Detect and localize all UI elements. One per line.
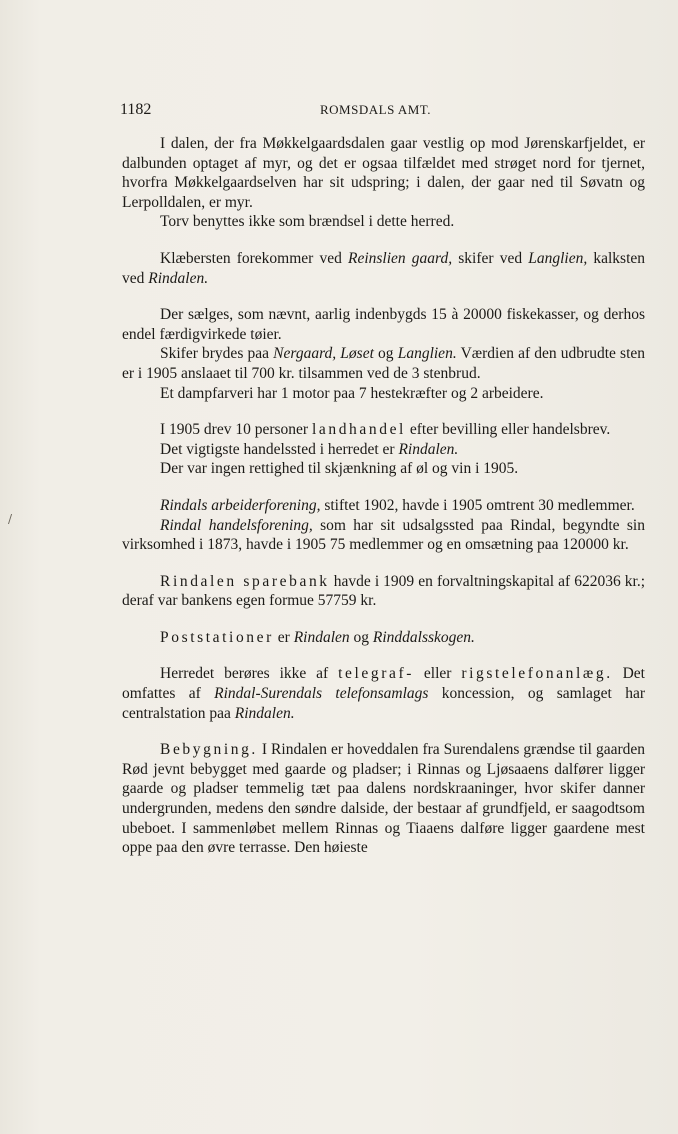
italic-text: Reinslien gaard,	[347, 249, 453, 267]
italic-text: Rindalen.	[398, 440, 459, 458]
paragraph	[122, 305, 645, 344]
paragraph	[122, 440, 645, 460]
italic-text: Rindal-Surendals telefonsamlags	[214, 685, 429, 703]
text-run: som har sit udsalgssted paa Rindal, begyndte sin virksomhed i 1873, havde i 1905 75 medlemmer og en omsætning paa 120000 kr.	[122, 516, 645, 554]
spaced-text: telegraf-	[338, 665, 414, 683]
italic-text: Langlien,	[528, 249, 588, 267]
paragraph	[122, 212, 645, 232]
spaced-text: rigstelefonanlæg.	[461, 665, 613, 683]
spaced-text: Poststationer	[160, 628, 274, 646]
paragraph	[122, 344, 645, 383]
text-run: skifer ved	[452, 249, 529, 267]
paragraph	[122, 384, 645, 404]
page-number: 1182	[120, 101, 152, 118]
text-run: Det vigtigste handelssted i herredet er	[160, 440, 399, 458]
text-run: eller	[414, 665, 462, 683]
paragraph	[122, 496, 645, 516]
text-run: og	[373, 345, 398, 363]
italic-text: Rindalen.	[148, 269, 209, 287]
text-run: Et dampfarveri har 1 motor paa 7 hestekræfter og 2 arbeidere.	[160, 384, 544, 402]
text-run: stiftet 1902, havde i 1905 omtrent 30 medlemmer.	[320, 496, 635, 514]
text-run: I dalen, der fra Møkkelgaardsdalen gaar vestlig op mod Jørenskarfjeldet, er dalbunden optaget af myr, og det er ogsaa tilfældet med strøget nord for tjernet, hvorfra Møkkelgaardselven har sit udspring; i dalen, der gaar ned til Søvatn og Lerpolldalen, er myr.	[122, 135, 645, 211]
paragraph	[122, 740, 645, 858]
text-run: Der sælges, som nævnt, aarlig indenbygds 15 à 20000 fiskekasser, og derhos endel færdigvirkede tøier.	[122, 306, 645, 343]
text-run: I Rindalen er hoveddalen fra Surendalens grændse til gaarden Rød jevnt bebygget med gaarde og pladser; i Rinnas og Ljøsaaens dalfører ligger gaarde og pladser temmelig tæt paa dalens nordskraaninger, hvor skifer danner undergrunden, medens den søndre dalside, der bestaar af grundfjeld, er saagodtsom ubeboet. I sammenløbet mellem Rinnas og Tiaaens dalføre ligger gaardene mest oppe paa den øvre terrasse. Den høieste	[122, 741, 645, 857]
text-run: Torv benyttes ikke som brændsel i dette herred.	[160, 213, 455, 231]
text-run: Der var ingen rettighed til skjænkning af øl og vin i 1905.	[160, 460, 519, 478]
spaced-text: landhandel	[311, 421, 406, 439]
italic-text: Rindalen.	[234, 704, 295, 722]
page-header	[120, 101, 640, 121]
paragraph	[122, 459, 645, 479]
text-run: Det omfattes af	[122, 665, 645, 703]
text-run: I 1905 drev 10 personer	[160, 421, 312, 439]
text-run: kalksten ved	[122, 249, 646, 287]
text-run: havde i 1909 en forvaltningskapital af 622036 kr.; deraf var bankens egen formue 57759 kr.	[122, 572, 646, 610]
margin-mark: /	[8, 512, 13, 526]
italic-text: Rindals arbeiderforening,	[160, 496, 321, 514]
spaced-text: Rindalen sparebank	[160, 572, 330, 590]
italic-text: Rinddalsskogen.	[372, 628, 475, 646]
text-run: er	[273, 628, 294, 646]
text-run: Herredet berøres ikke af	[160, 665, 339, 683]
text-run: koncession, og samlaget har centralstation paa	[122, 685, 645, 722]
paragraph	[122, 628, 645, 648]
text-run: og	[349, 628, 373, 646]
paragraph	[122, 664, 645, 723]
body-text	[122, 134, 645, 858]
italic-text: Rindal handelsforening,	[160, 516, 313, 534]
paragraph	[122, 249, 645, 288]
spaced-text: Bebygning.	[160, 741, 258, 759]
italic-text: Rindalen	[293, 628, 350, 646]
paragraph	[122, 420, 645, 440]
paragraph	[122, 572, 645, 611]
text-run: Værdien af den udbrudte sten er i 1905 anslaaet til 700 kr. tilsammen ved de 3 stenbrud.	[122, 345, 646, 382]
text-run: Klæbersten forekommer ved	[160, 249, 348, 267]
paragraph	[122, 134, 645, 212]
running-title: ROMSDALS AMT.	[320, 102, 432, 117]
italic-text: Nergaard, Løset	[273, 345, 374, 363]
italic-text: Langlien.	[397, 345, 457, 363]
paragraph	[122, 516, 645, 555]
text-run: efter bevilling eller handelsbrev.	[405, 421, 611, 439]
text-run: Skifer brydes paa	[160, 345, 274, 363]
